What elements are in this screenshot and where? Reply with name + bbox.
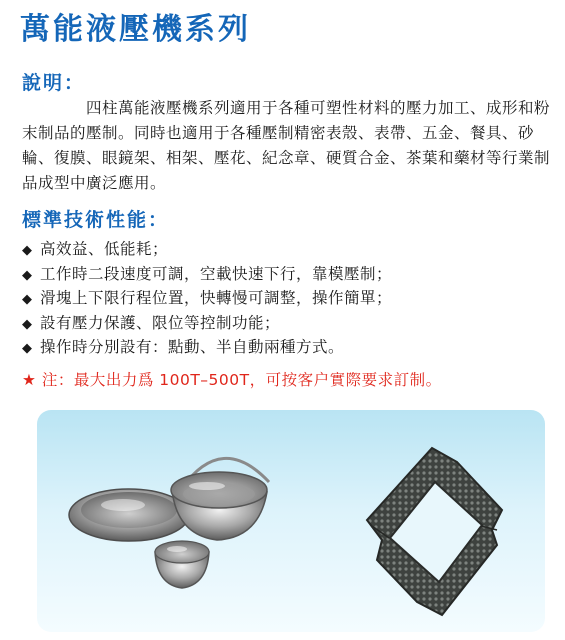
- spec-item: ◆ 設有壓力保護、限位等控制功能；: [22, 312, 557, 337]
- bowl-icon: [69, 489, 189, 541]
- product-illustration: [37, 410, 545, 632]
- small-cup-icon: [155, 541, 209, 588]
- bullet-icon: ◆: [22, 316, 33, 332]
- custom-note: ★ 注：最大出力爲 100T–500T，可按客户實際要求訂制。: [22, 371, 442, 389]
- spec-item: ◆ 高效益、低能耗；: [22, 238, 557, 263]
- product-photo: [37, 410, 545, 632]
- description-heading: 說明：: [22, 72, 86, 94]
- page-title: 萬能液壓機系列: [20, 12, 251, 47]
- bullet-icon: ◆: [22, 243, 33, 258]
- spec-item: ◆ 操作時分別設有：點動、半自動兩種方式。: [22, 336, 557, 361]
- strainer-icon: [171, 458, 269, 540]
- spec-item: ◆ 工作時二段速度可調，空載快速下行，靠模壓制；: [22, 263, 557, 288]
- watch-frame-icon: [367, 448, 502, 615]
- spec-item: ◆ 滑塊上下限行程位置，快轉慢可調整，操作簡單；: [22, 287, 557, 312]
- specs-list: [22, 238, 557, 361]
- specs-heading: 標準技術性能：: [22, 209, 170, 231]
- description-paragraph: [22, 96, 552, 196]
- bullet-icon: ◆: [22, 341, 33, 356]
- bullet-icon: ◆: [22, 267, 33, 283]
- description-text: 四柱萬能液壓機系列適用于各種可塑性材料的壓力加工、成形和粉末制品的壓制。同時也適用于各種壓制精密表殼、表帶、五金、餐具、砂輪、復膜、眼鏡架、相架、壓花、紀念章、硬質合金、茶葉和藥材等行業制品成型中廣泛應用。: [22, 99, 551, 192]
- bullet-icon: ◆: [22, 292, 33, 307]
